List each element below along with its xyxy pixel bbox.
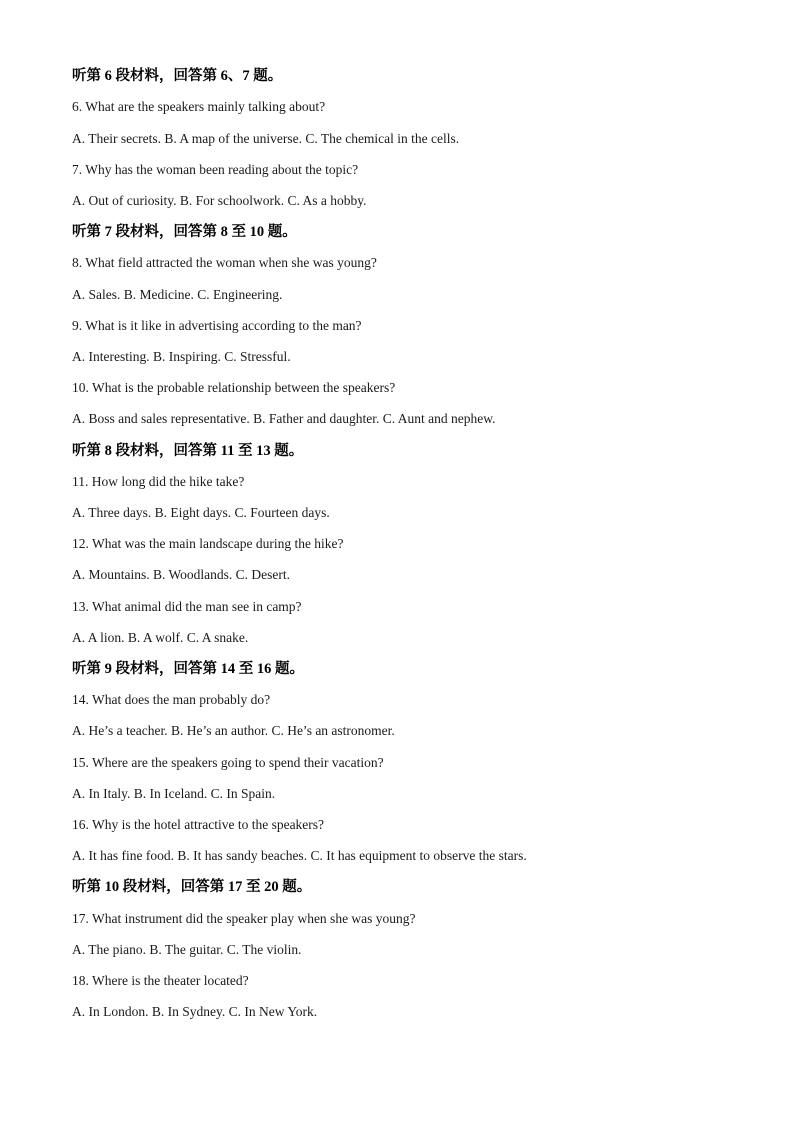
answer-options: A. In Italy. B. In Iceland. C. In Spain.	[72, 786, 276, 801]
section-heading: 听第 7 段材料，回答第 8 至 10 题。	[72, 224, 297, 240]
question-text: 17. What instrument did the speaker play when she was young?	[72, 911, 416, 926]
answer-options: A. A lion. B. A wolf. C. A snake.	[72, 630, 249, 645]
question-text: 18. Where is the theater located?	[72, 973, 249, 988]
answer-options: A. The piano. B. The guitar. C. The violin.	[72, 942, 302, 957]
question-text: 13. What animal did the man see in camp?	[72, 599, 302, 614]
answer-options: A. Sales. B. Medicine. C. Engineering.	[72, 287, 283, 302]
question-text: 16. Why is the hotel attractive to the speakers?	[72, 817, 325, 832]
answer-options: A. Interesting. B. Inspiring. C. Stressful.	[72, 349, 291, 364]
answer-options: A. Mountains. B. Woodlands. C. Desert.	[72, 567, 291, 582]
question-text: 10. What is the probable relationship between the speakers?	[72, 380, 396, 395]
question-text: 12. What was the main landscape during the hike?	[72, 536, 344, 551]
section-heading: 听第 9 段材料，回答第 14 至 16 题。	[72, 661, 304, 677]
question-text: 8. What field attracted the woman when she was young?	[72, 255, 377, 270]
question-text: 7. Why has the woman been reading about the topic?	[72, 162, 359, 177]
answer-options: A. He’s a teacher. B. He’s an author. C. He’s an astronomer.	[72, 723, 395, 738]
answer-options: A. Three days. B. Eight days. C. Fourteen days.	[72, 505, 330, 520]
section-heading: 听第 6 段材料，回答第 6、7 题。	[72, 68, 283, 84]
answer-options: A. It has fine food. B. It has sandy beaches. C. It has equipment to observe the stars.	[72, 848, 527, 863]
question-text: 14. What does the man probably do?	[72, 692, 271, 707]
question-text: 11. How long did the hike take?	[72, 474, 245, 489]
answer-options: A. Boss and sales representative. B. Father and daughter. C. Aunt and nephew.	[72, 411, 496, 426]
answer-options: A. In London. B. In Sydney. C. In New York.	[72, 1004, 318, 1019]
question-text: 9. What is it like in advertising according to the man?	[72, 318, 362, 333]
answer-options: A. Out of curiosity. B. For schoolwork. C. As a hobby.	[72, 193, 367, 208]
question-text: 15. Where are the speakers going to spend their vacation?	[72, 755, 384, 770]
answer-options: A. Their secrets. B. A map of the universe. C. The chemical in the cells.	[72, 131, 460, 146]
question-text: 6. What are the speakers mainly talking about?	[72, 99, 326, 114]
section-heading: 听第 8 段材料，回答第 11 至 13 题。	[72, 443, 304, 459]
section-heading: 听第 10 段材料，回答第 17 至 20 题。	[72, 879, 312, 895]
